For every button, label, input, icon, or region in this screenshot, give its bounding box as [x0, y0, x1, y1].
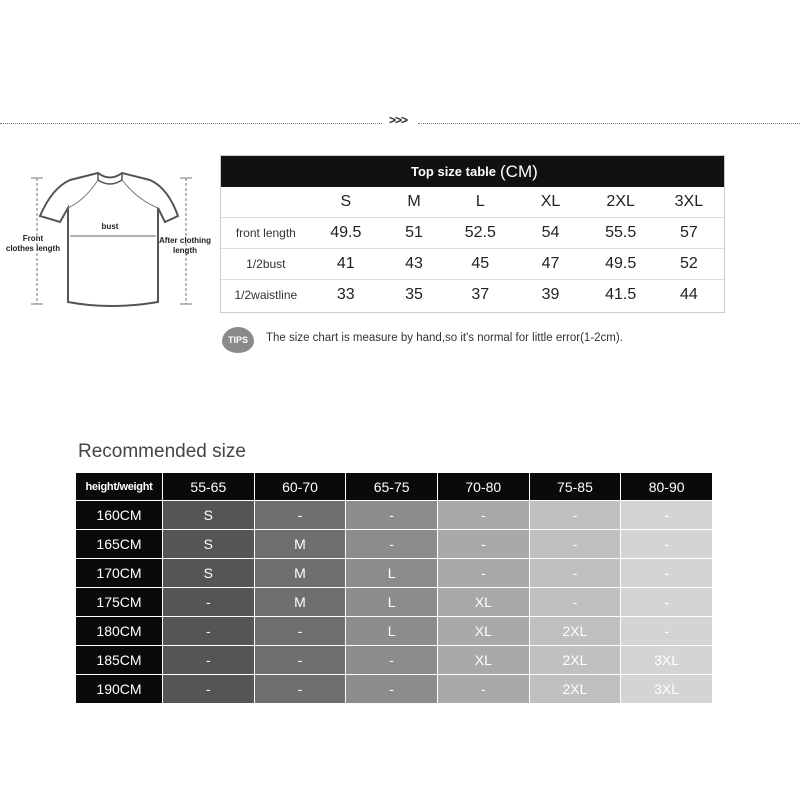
size-cell: -	[346, 675, 438, 704]
size-cell: 2XL	[530, 646, 622, 675]
size-cell: -	[621, 559, 713, 588]
size-cell: -	[255, 646, 347, 675]
table-row	[76, 588, 713, 617]
size-cell: XL	[438, 588, 530, 617]
top-table-title-bar	[221, 156, 724, 187]
table-cell: 52.5	[464, 224, 496, 241]
table-cell: 54	[541, 224, 560, 241]
measure-row-front-length	[221, 218, 724, 249]
size-cell: -	[530, 530, 622, 559]
size-cell: -	[163, 617, 255, 646]
size-cell: -	[438, 501, 530, 530]
top-table-title	[403, 159, 546, 184]
size-cell: -	[163, 646, 255, 675]
height-cell: 175CM	[76, 588, 163, 617]
table-row	[76, 646, 713, 675]
table-row	[76, 501, 713, 530]
measure-row-waistline	[221, 280, 724, 310]
jersey-diagram	[0, 160, 215, 320]
table-cell: 37	[471, 286, 490, 303]
recommended-header-row	[76, 473, 713, 501]
size-cell: XL	[438, 646, 530, 675]
front-length-label	[0, 234, 66, 254]
table-cell: 41.5	[605, 286, 637, 303]
height-cell: 185CM	[76, 646, 163, 675]
size-cell: -	[255, 675, 347, 704]
recommended-title: Recommended size	[78, 441, 246, 462]
size-cell: 3XL	[621, 675, 713, 704]
after-length-label-line1: After clothing	[159, 236, 211, 245]
size-cell: -	[621, 501, 713, 530]
size-cell: -	[438, 530, 530, 559]
tips-badge-icon: TIPS	[222, 327, 254, 353]
size-cell: M	[255, 559, 347, 588]
weight-header: 60-70	[255, 473, 347, 501]
row-label: front length	[235, 226, 296, 240]
height-cell: 165CM	[76, 530, 163, 559]
top-size-table	[220, 155, 725, 313]
size-cell: -	[530, 588, 622, 617]
height-cell: 190CM	[76, 675, 163, 704]
table-cell: 51	[405, 224, 423, 241]
table-cell: 55.5	[605, 224, 637, 241]
row-label: 1/2bust	[246, 257, 286, 271]
size-cell: S	[163, 530, 255, 559]
weight-header: 55-65	[163, 473, 255, 501]
size-3xl: 3XL	[674, 193, 704, 210]
size-cell: 2XL	[530, 617, 622, 646]
size-cell: -	[530, 501, 622, 530]
table-cell: 44	[679, 286, 698, 303]
size-cell: L	[346, 559, 438, 588]
top-table-title-text: Top size table	[411, 164, 496, 179]
row-label: 1/2waistline	[234, 288, 298, 302]
table-row	[76, 617, 713, 646]
tips-note: The size chart is measure by hand,so it's normal for little error(1-2cm).	[266, 332, 623, 344]
table-cell: 45	[471, 255, 490, 272]
size-cell: -	[621, 530, 713, 559]
front-length-label-line2: clothes length	[5, 244, 61, 253]
weight-header: 75-85	[530, 473, 622, 501]
size-cell: -	[346, 646, 438, 675]
size-cell: -	[163, 588, 255, 617]
size-l: L	[475, 193, 485, 210]
table-cell: 35	[405, 286, 423, 303]
size-cell: S	[163, 501, 255, 530]
size-cell: 2XL	[530, 675, 622, 704]
chevrons-icon: >>>	[389, 113, 408, 127]
size-s: S	[340, 193, 352, 210]
table-row	[76, 559, 713, 588]
table-cell: 52	[679, 255, 698, 272]
size-2xl: 2XL	[606, 193, 635, 210]
size-cell: -	[346, 501, 438, 530]
size-xl: XL	[540, 193, 561, 210]
height-cell: 180CM	[76, 617, 163, 646]
size-cell: -	[438, 675, 530, 704]
height-cell: 160CM	[76, 501, 163, 530]
table-cell: 57	[679, 224, 698, 241]
weight-header: 65-75	[346, 473, 438, 501]
size-cell: 3XL	[621, 646, 713, 675]
measure-row-bust	[221, 249, 724, 280]
table-cell: 43	[405, 255, 423, 272]
weight-header: 80-90	[621, 473, 713, 501]
front-length-label-line1: Front	[22, 234, 44, 243]
size-cell: L	[346, 588, 438, 617]
size-cell: -	[621, 617, 713, 646]
size-cell: -	[346, 530, 438, 559]
size-cell: S	[163, 559, 255, 588]
height-cell: 170CM	[76, 559, 163, 588]
table-cell: 39	[541, 286, 560, 303]
dotted-divider-left	[0, 123, 382, 124]
size-cell: M	[255, 588, 347, 617]
table-cell: 49.5	[330, 224, 362, 241]
dotted-divider-right	[418, 123, 800, 124]
size-cell: XL	[438, 617, 530, 646]
table-row	[76, 675, 713, 704]
size-cell: -	[255, 617, 347, 646]
after-length-label	[152, 236, 218, 256]
height-weight-header: height/weight	[76, 473, 163, 501]
after-length-label-line2: length	[173, 246, 197, 255]
size-cell: L	[346, 617, 438, 646]
table-cell: 33	[336, 286, 355, 303]
recommended-size-table	[76, 473, 713, 704]
size-cell: -	[438, 559, 530, 588]
size-cell: -	[163, 675, 255, 704]
size-cell: M	[255, 530, 347, 559]
bust-label: bust	[101, 222, 119, 231]
weight-header: 70-80	[438, 473, 530, 501]
table-row	[76, 530, 713, 559]
size-m: M	[407, 193, 421, 210]
size-header-row	[221, 187, 724, 218]
top-table-unit: (CM)	[500, 161, 538, 181]
size-cell: -	[621, 588, 713, 617]
table-cell: 47	[541, 255, 560, 272]
table-cell: 41	[336, 255, 355, 272]
table-cell: 49.5	[605, 255, 637, 272]
size-cell: -	[255, 501, 347, 530]
size-cell: -	[530, 559, 622, 588]
